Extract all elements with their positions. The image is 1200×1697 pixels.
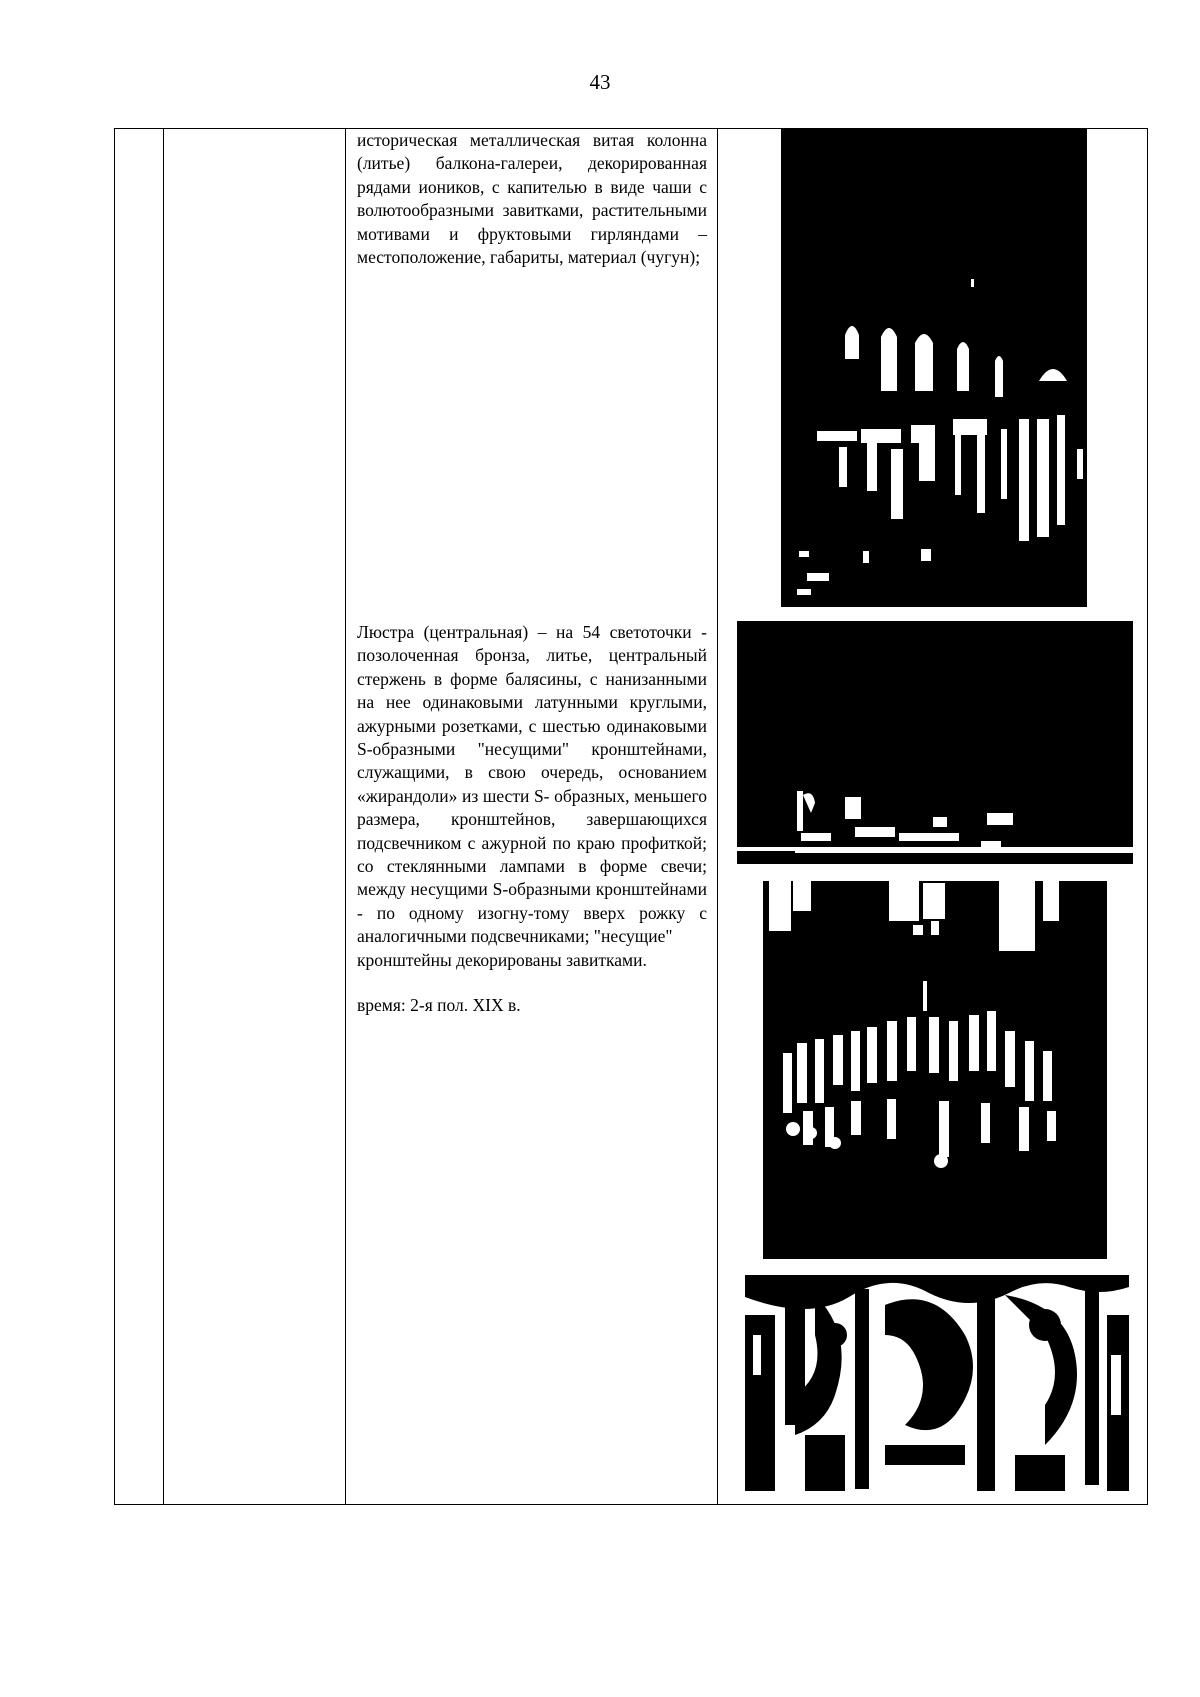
chandelier-photo-icon <box>763 881 1107 1259</box>
column-divider <box>717 129 718 1504</box>
chandelier-top-photo-icon <box>737 621 1133 864</box>
chandelier-detail-photo-icon <box>745 1275 1129 1491</box>
chandelier-description-part-3: кронштейны декорированы завитками. <box>357 949 647 970</box>
page-number: 43 <box>589 70 611 94</box>
column-photo-icon <box>781 129 1087 607</box>
column-divider <box>163 129 164 1504</box>
column-divider <box>345 129 346 1504</box>
row-1-description <box>357 129 707 269</box>
chandelier-description-part-2: подсвечником с ажурной по краю профиткой; со стеклянными лампами в форме свечи; между несущими S-образными кронштейнами - по одному изогну-тому вверх рожку с аналогичными подсвечниками; "несущие" <box>357 832 707 947</box>
chandelier-description-part-1: Люстра (центральная) – на 54 светоточки - позолоченная бронза, литье, центральный стержень в форме балясины, с нанизанными на нее одинаковыми латунными круглыми, ажурными розетками, с шестью одинаковыми S-образными "несущими" кронштейнами, служащими, в свою очередь, основанием «жирандоли» из шести S- образных, меньшего размера, кронштейнов, завершающихся <box>357 622 707 830</box>
dating-text: время: 2-я пол. XIX в. <box>357 995 521 1016</box>
column-description-text: историческая металлическая витая колонна (литье) балкона-галереи, декорированная рядами иоников, с капителью в виде чаши с волютообразными завитками, растительными мотивами и фруктовыми гирляндами – местоположение, габариты, материал (чугун); <box>357 130 707 268</box>
document-table <box>114 128 1148 1505</box>
row-2-description <box>357 621 707 1018</box>
